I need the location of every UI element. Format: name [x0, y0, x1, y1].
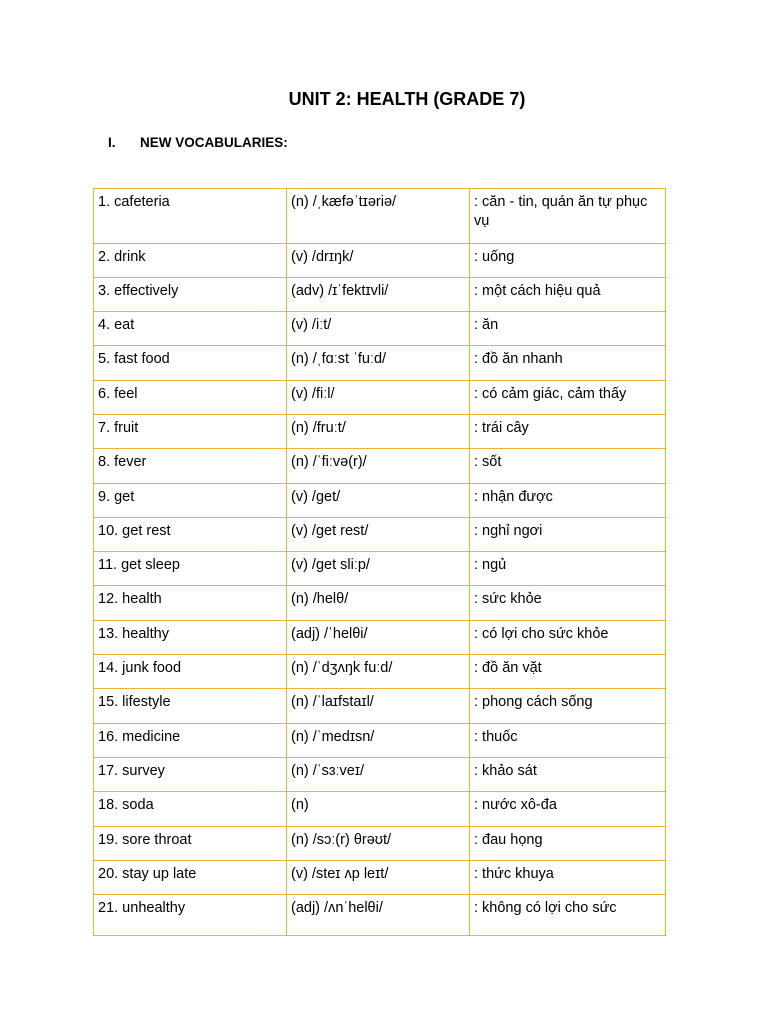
- vocab-word-cell: 10. get rest: [94, 517, 287, 551]
- vocab-word-cell: 17. survey: [94, 757, 287, 791]
- table-row: [94, 723, 666, 757]
- vocab-pronunciation-cell: (n) /ˈlaɪfstaɪl/: [287, 689, 470, 723]
- vocab-meaning-cell: : đồ ăn nhanh: [470, 346, 666, 380]
- vocab-meaning-cell: : căn - tin, quán ăn tự phục vụ: [470, 189, 666, 244]
- vocab-word-cell: 4. eat: [94, 312, 287, 346]
- vocab-meaning-cell: : nước xô-đa: [470, 792, 666, 826]
- page-title: UNIT 2: HEALTH (GRADE 7): [288, 89, 526, 109]
- vocab-meaning-cell: : nghỉ ngơi: [470, 517, 666, 551]
- vocab-word-cell: 2. drink: [94, 243, 287, 277]
- vocab-pronunciation-cell: (n) /ˌkæfəˈtɪəriə/: [287, 189, 470, 244]
- table-row: [94, 586, 666, 620]
- vocab-pronunciation-cell: (n) /ˈsɜːveɪ/: [287, 757, 470, 791]
- vocab-word-cell: 18. soda: [94, 792, 287, 826]
- table-row: [94, 414, 666, 448]
- vocab-meaning-cell: : trái cây: [470, 414, 666, 448]
- vocab-word-cell: 19. sore throat: [94, 826, 287, 860]
- vocab-word-cell: 16. medicine: [94, 723, 287, 757]
- vocab-word-cell: 15. lifestyle: [94, 689, 287, 723]
- vocab-pronunciation-cell: (n) /ˌfɑːst ˈfuːd/: [287, 346, 470, 380]
- vocab-pronunciation-cell: (n) /ˈfiːvə(r)/: [287, 449, 470, 483]
- vocab-meaning-cell: : có cảm giác, cảm thấy: [470, 380, 666, 414]
- vocab-pronunciation-cell: (adj) /ʌnˈhelθi/: [287, 895, 470, 936]
- vocab-word-cell: 12. health: [94, 586, 287, 620]
- vocab-pronunciation-cell: (n) /helθ/: [287, 586, 470, 620]
- vocab-meaning-cell: : đồ ăn vặt: [470, 655, 666, 689]
- vocab-meaning-cell: : đau họng: [470, 826, 666, 860]
- vocab-word-cell: 1. cafeteria: [94, 189, 287, 244]
- table-row: [94, 655, 666, 689]
- table-row: [94, 620, 666, 654]
- vocab-word-cell: 8. fever: [94, 449, 287, 483]
- section-heading: [108, 134, 288, 152]
- vocab-pronunciation-cell: (adj) /ˈhelθi/: [287, 620, 470, 654]
- table-row: [94, 312, 666, 346]
- table-row: [94, 380, 666, 414]
- section-number: I.: [108, 135, 116, 150]
- table-row: [94, 757, 666, 791]
- vocab-meaning-cell: : thuốc: [470, 723, 666, 757]
- vocab-pronunciation-cell: (v) /get sliːp/: [287, 552, 470, 586]
- vocabulary-table: [93, 188, 666, 936]
- vocab-word-cell: 14. junk food: [94, 655, 287, 689]
- table-row: [94, 517, 666, 551]
- vocab-pronunciation-cell: (n): [287, 792, 470, 826]
- vocab-meaning-cell: : thức khuya: [470, 860, 666, 894]
- vocab-pronunciation-cell: (n) /ˈmedɪsn/: [287, 723, 470, 757]
- vocab-meaning-cell: : ngủ: [470, 552, 666, 586]
- table-row: [94, 792, 666, 826]
- vocab-pronunciation-cell: (v) /fiːl/: [287, 380, 470, 414]
- vocab-pronunciation-cell: (n) /ˈdʒʌŋk fuːd/: [287, 655, 470, 689]
- table-row: [94, 346, 666, 380]
- vocab-meaning-cell: : sốt: [470, 449, 666, 483]
- vocab-meaning-cell: : một cách hiệu quả: [470, 277, 666, 311]
- vocab-meaning-cell: : không có lợi cho sức: [470, 895, 666, 936]
- section-title: NEW VOCABULARIES:: [140, 135, 288, 150]
- vocab-pronunciation-cell: (n) /fruːt/: [287, 414, 470, 448]
- vocab-pronunciation-cell: (v) /get/: [287, 483, 470, 517]
- vocabulary-table-body: [94, 189, 666, 936]
- vocab-word-cell: 11. get sleep: [94, 552, 287, 586]
- vocab-meaning-cell: : có lợi cho sức khỏe: [470, 620, 666, 654]
- vocab-pronunciation-cell: (n) /sɔː(r) θrəʊt/: [287, 826, 470, 860]
- vocab-meaning-cell: : ăn: [470, 312, 666, 346]
- vocab-pronunciation-cell: (v) /get rest/: [287, 517, 470, 551]
- table-row: [94, 689, 666, 723]
- vocab-word-cell: 6. feel: [94, 380, 287, 414]
- vocab-meaning-cell: : khảo sát: [470, 757, 666, 791]
- table-row: [94, 483, 666, 517]
- table-row: [94, 826, 666, 860]
- vocab-meaning-cell: : nhận được: [470, 483, 666, 517]
- vocab-word-cell: 9. get: [94, 483, 287, 517]
- vocab-meaning-cell: : uống: [470, 243, 666, 277]
- vocab-word-cell: 3. effectively: [94, 277, 287, 311]
- vocab-word-cell: 21. unhealthy: [94, 895, 287, 936]
- table-row: [94, 895, 666, 936]
- table-row: [94, 860, 666, 894]
- vocab-pronunciation-cell: (v) /steɪ ʌp leɪt/: [287, 860, 470, 894]
- table-row: [94, 552, 666, 586]
- vocab-pronunciation-cell: (adv) /ɪˈfektɪvli/: [287, 277, 470, 311]
- vocab-word-cell: 5. fast food: [94, 346, 287, 380]
- vocab-word-cell: 7. fruit: [94, 414, 287, 448]
- table-row: [94, 243, 666, 277]
- table-row: [94, 189, 666, 244]
- vocab-meaning-cell: : phong cách sống: [470, 689, 666, 723]
- vocab-pronunciation-cell: (v) /drɪŋk/: [287, 243, 470, 277]
- table-row: [94, 449, 666, 483]
- table-row: [94, 277, 666, 311]
- vocab-meaning-cell: : sức khỏe: [470, 586, 666, 620]
- vocab-pronunciation-cell: (v) /iːt/: [287, 312, 470, 346]
- vocab-word-cell: 20. stay up late: [94, 860, 287, 894]
- vocab-word-cell: 13. healthy: [94, 620, 287, 654]
